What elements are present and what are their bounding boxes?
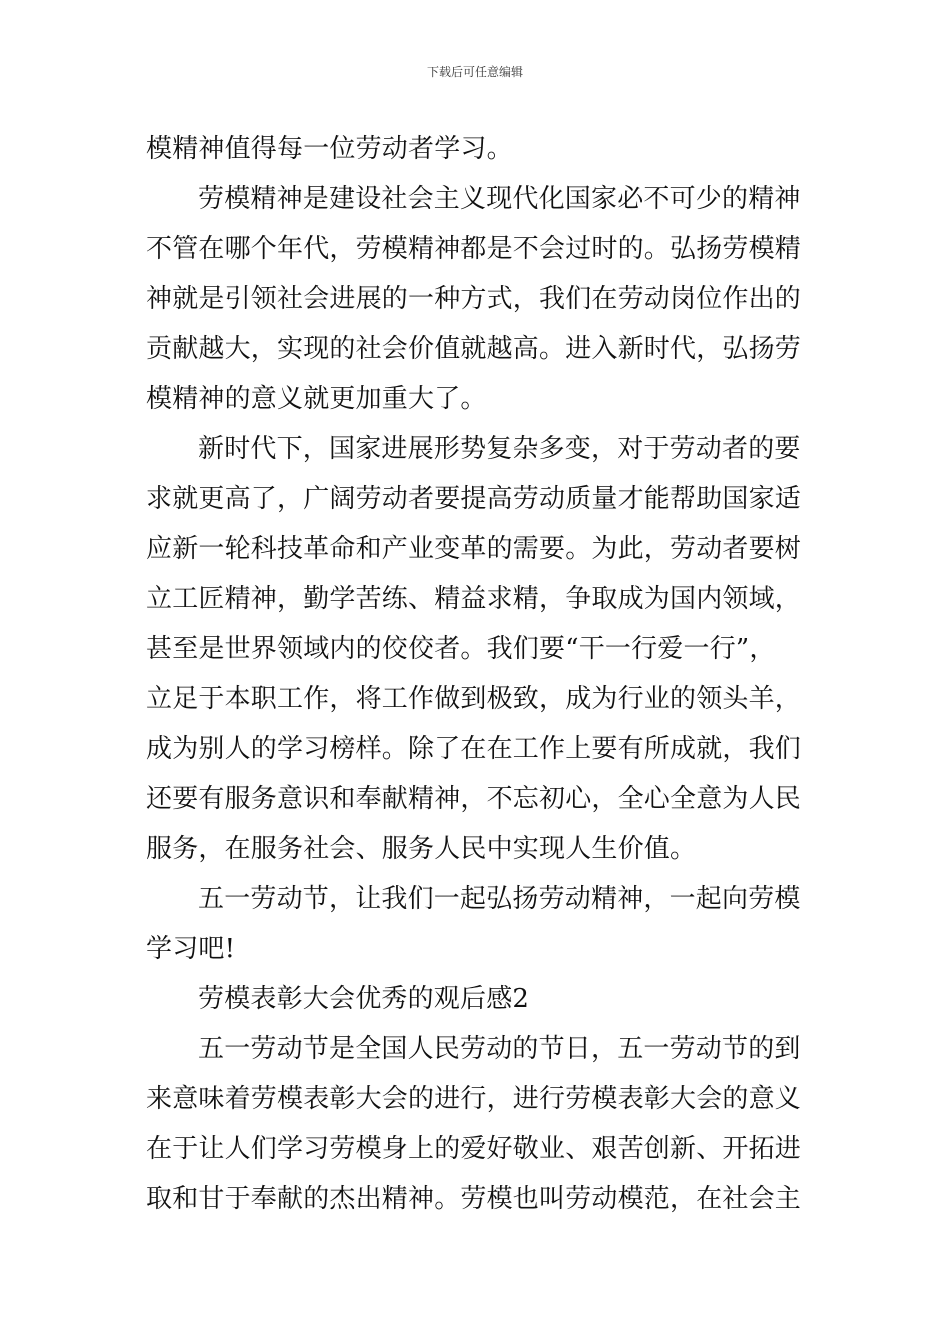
text-line: 劳模精神是建设社会主义现代化国家必不可少的精神	[198, 184, 801, 214]
text-line: 贡献越大，实现的社会价值就越高。进入新时代，弘扬劳	[146, 334, 802, 364]
text-line: 求就更高了，广阔劳动者要提高劳动质量才能帮助国家适	[146, 484, 802, 514]
text-line: 新时代下，国家进展形势复杂多变，对于劳动者的要	[198, 434, 801, 464]
text-line: 还要有服务意识和奉献精神，不忘初心，全心全意为人民	[146, 784, 802, 814]
text-line: 成为别人的学习榜样。除了在在工作上要有所成就，我们	[146, 734, 802, 764]
document-body	[146, 124, 810, 1224]
text-line: 神就是引领社会进展的一种方式，我们在劳动岗位作出的	[146, 284, 802, 314]
text-line: 来意味着劳模表彰大会的进行，进行劳模表彰大会的意义	[146, 1084, 802, 1114]
text-line: 甚至是世界领域内的佼佼者。我们要“干一行爱一行”，	[146, 634, 776, 664]
text-line: 学习吧!	[146, 934, 236, 964]
text-line: 立工匠精神，勤学苦练、精益求精，争取成为国内领域，	[146, 584, 802, 614]
text-line: 五一劳动节，让我们一起弘扬劳动精神，一起向劳模	[198, 884, 801, 914]
text-line: 模精神的意义就更加重大了。	[146, 384, 487, 414]
page-header-note: 下载后可任意编辑	[426, 65, 523, 79]
text-line: 五一劳动节是全国人民劳动的节日，五一劳动节的到	[198, 1034, 801, 1064]
text-line: 模精神值得每一位劳动者学习。	[146, 134, 513, 164]
text-line: 取和甘于奉献的杰出精神。劳模也叫劳动模范，在社会主	[146, 1184, 802, 1214]
text-line: 不管在哪个年代，劳模精神都是不会过时的。弘扬劳模精	[146, 234, 802, 264]
text-line: 立足于本职工作，将工作做到极致，成为行业的领头羊，	[146, 684, 802, 714]
text-line: 服务，在服务社会、服务人民中实现人生价值。	[146, 834, 697, 864]
text-line: 应新一轮科技革命和产业变革的需要。为此，劳动者要树	[146, 534, 802, 564]
section-heading: 劳模表彰大会优秀的观后感2	[198, 984, 530, 1014]
text-line: 在于让人们学习劳模身上的爱好敬业、艰苦创新、开拓进	[146, 1134, 802, 1164]
